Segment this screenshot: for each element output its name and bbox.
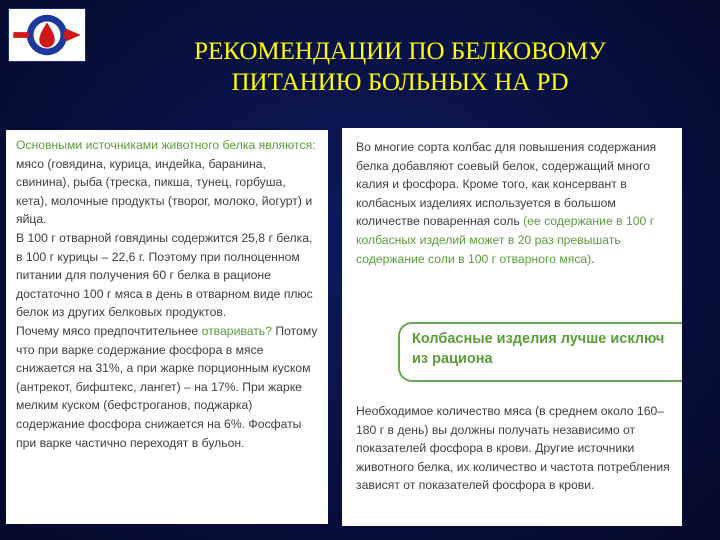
- sausage-text-end: .: [591, 251, 595, 266]
- title-line-2: ПИТАНИЮ БОЛЬНЫХ НА PD: [231, 69, 569, 96]
- sausage-callout-box: [398, 322, 682, 382]
- protein-sources-text: мясо (говядина, курица, индейка, баранина, свинина), рыба (треска, пикша, тунец, горбуша, кета), молочные продукты (творог, молоко, йогурт) и яйца.: [16, 156, 313, 227]
- dialysis-logo-icon: [8, 8, 86, 62]
- callout-line-1: Колбасные изделия лучше исключ: [412, 331, 665, 347]
- meat-amount-paragraph: Необходимое количество мяса (в среднем около 160–180 г в день) вы должны получать независимо от показателей фосфора в крови. Другие источники животного белка, их количество и частота потребления зависят от показателей фосфора в крови.: [356, 404, 670, 493]
- sausage-text: Во многие сорта колбас для повышения содержания белка добавляют соевый белок, содержащий много калия и фосфора. Кроме того, как консервант в колбасных изделиях используется в большом количестве поваренная соль: [356, 140, 657, 229]
- left-text-panel: [6, 130, 328, 524]
- right-text-panel: [342, 128, 682, 526]
- protein-sources-highlight: Основными источниками животного белка являются:: [16, 138, 316, 152]
- boiling-question-text: Почему мясо предпочтительнее: [16, 323, 202, 338]
- sausage-salt-highlight: (ее содержание в 100 г колбасных изделий может в 20 раз превышать содержание соли в 100 г отварного мяса): [356, 214, 655, 266]
- protein-content-paragraph: В 100 г отварной говядины содержится 25,8 г белка, в 100 г курицы – 22,6 г. Поэтому при полноценном питании для получения 60 г белка в рационе достаточно 100 г мяса в день в отварном виде плюс белок из других белковых продуктов.: [16, 230, 313, 320]
- callout-line-2: из рациона: [412, 351, 493, 367]
- boiling-question-highlight: отваривать?: [201, 323, 272, 338]
- title-line-1: РЕКОМЕНДАЦИИ ПО БЕЛКОВОМУ: [194, 38, 606, 65]
- boiling-paragraph: [16, 322, 320, 452]
- page-title: [100, 36, 700, 98]
- sausage-paragraph: [356, 138, 676, 268]
- protein-sources-paragraph: [16, 136, 320, 229]
- boiling-answer-text: Потому что при варке содержание фосфора в мясе снижается на 31%, а при жарке порционным куском (антрекот, бифштекс, лангет) – на 17%. При жарке мелким куском (бефстроганов, поджарка) содержание фосфора снижается на 6%. Фосфаты при варке частично переходят в бульон.: [16, 323, 318, 450]
